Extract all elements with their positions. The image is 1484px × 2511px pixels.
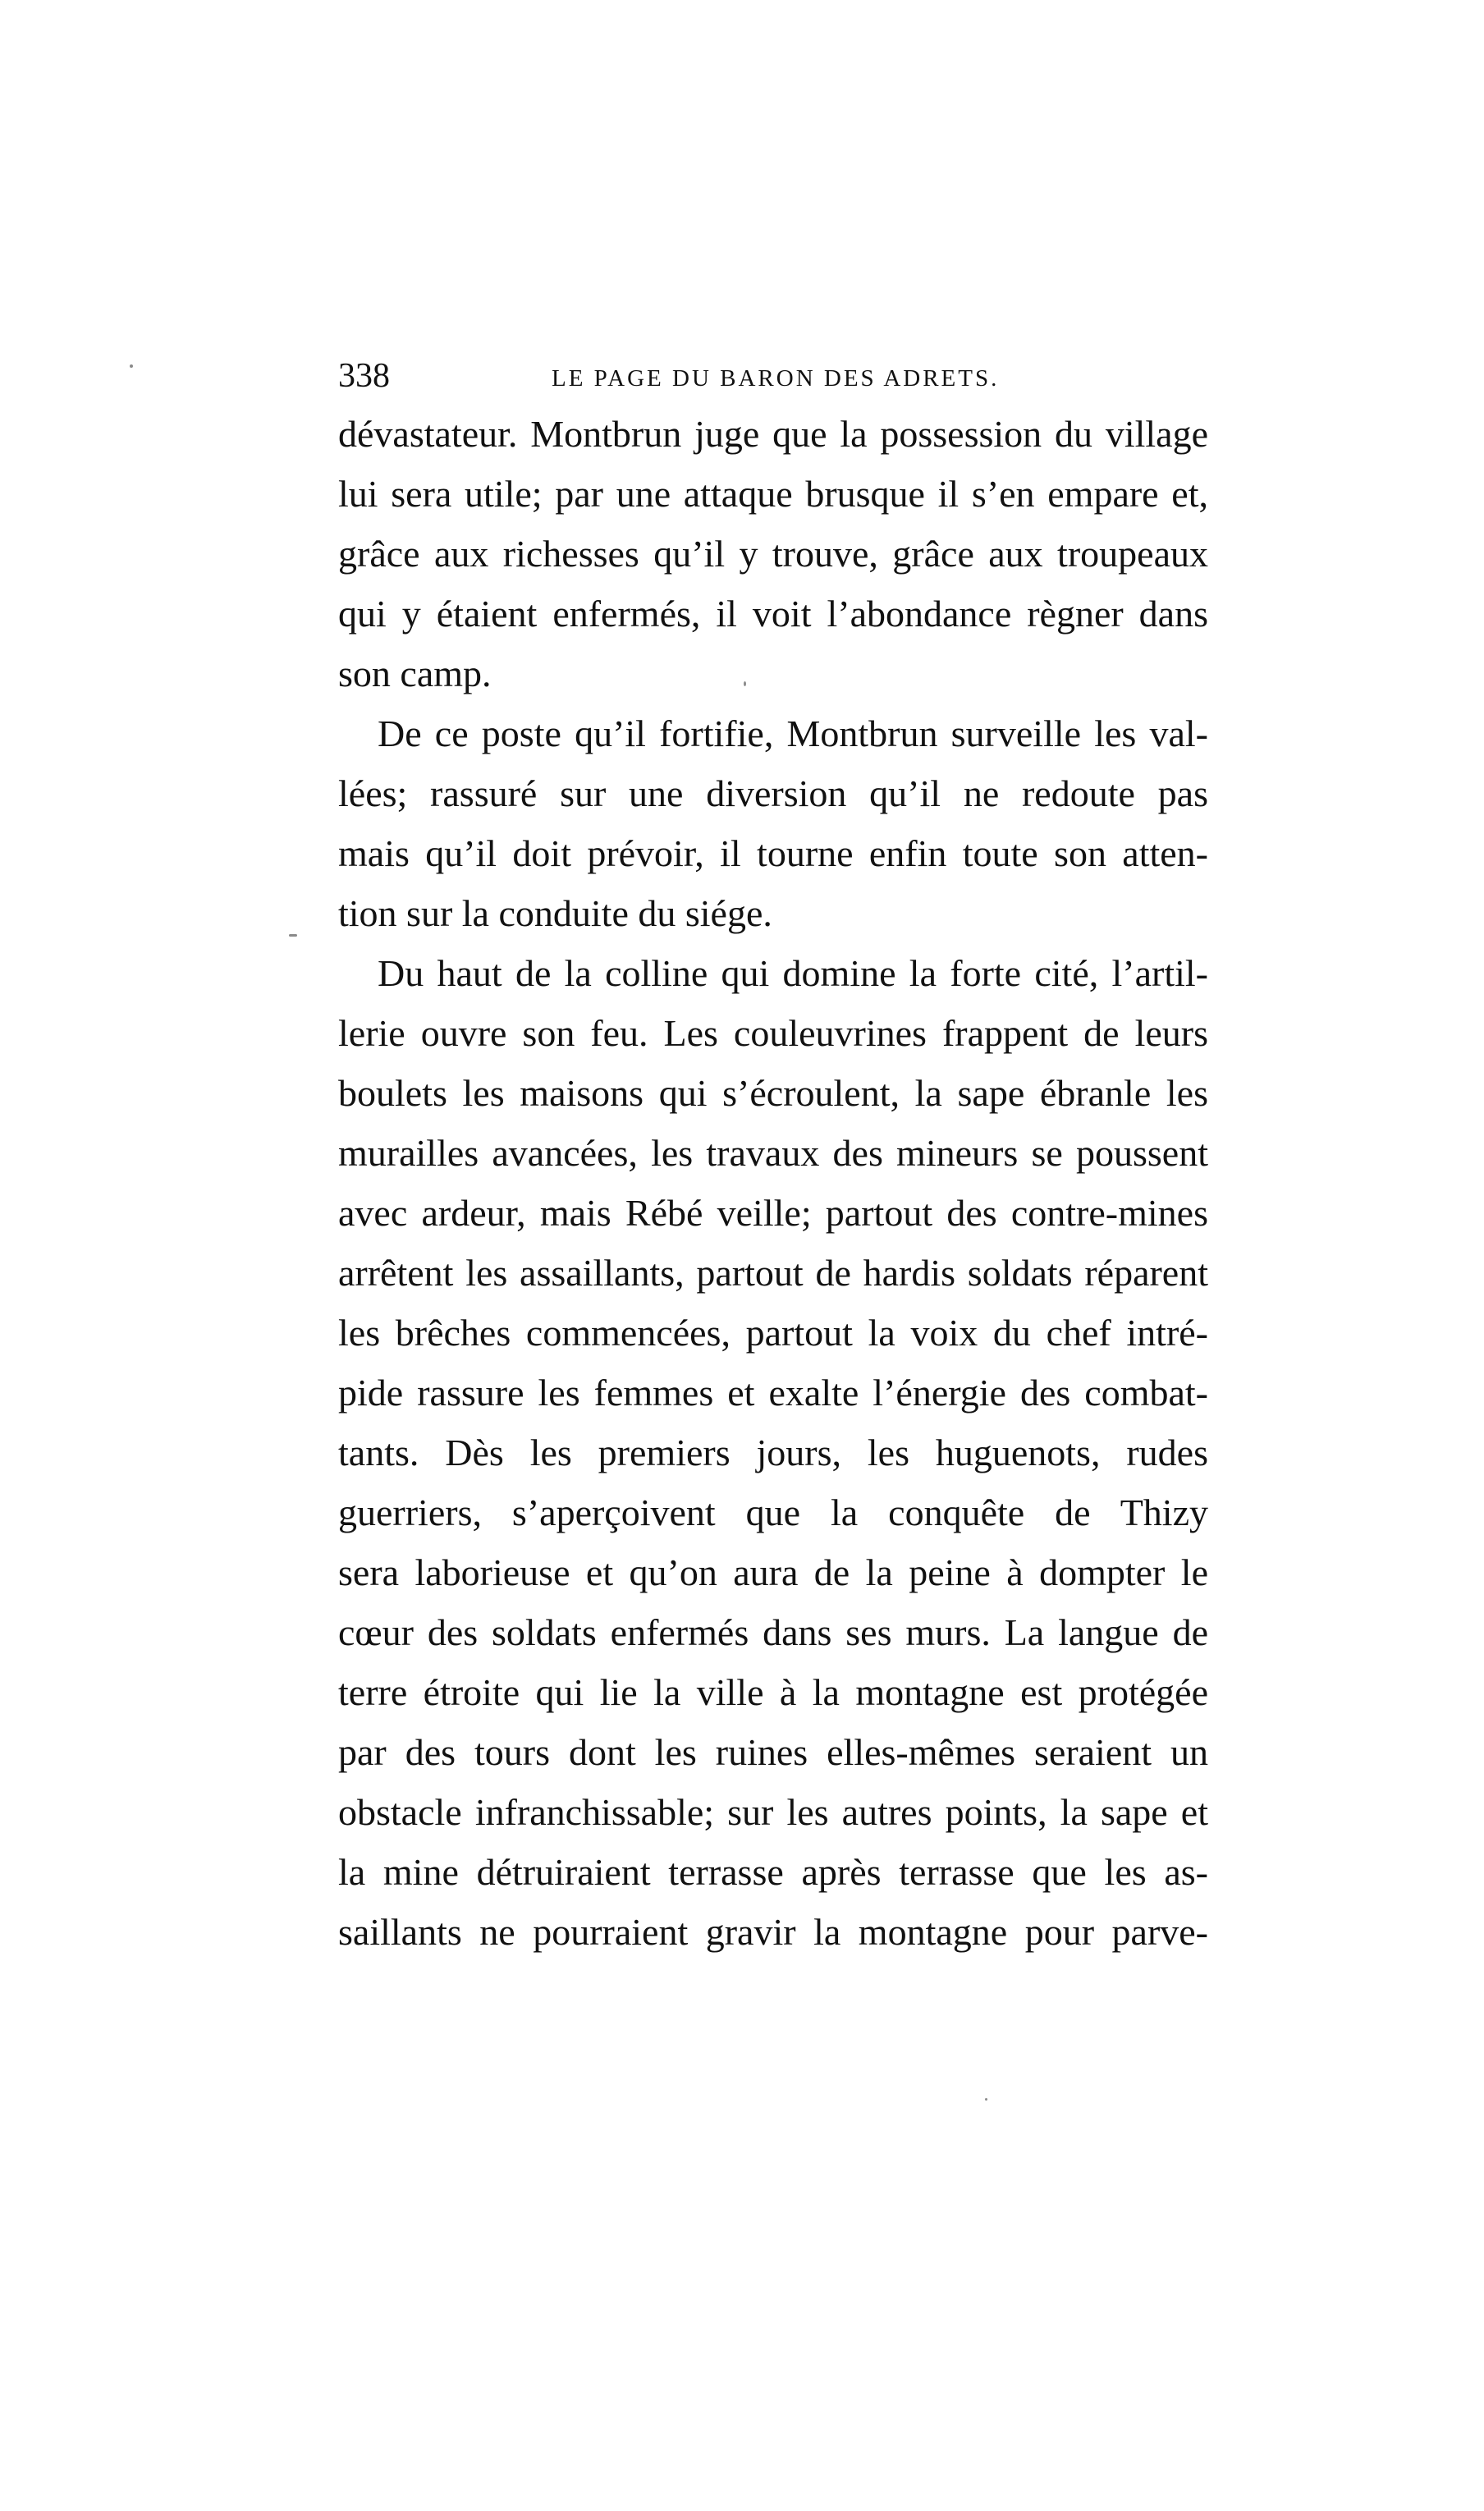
- text-line: saillants ne pourraient gravir la montagne pour parve-: [338, 1911, 1208, 1953]
- text-line: mais qu’il doit prévoir, il tourne enfin toute son atten-: [338, 832, 1208, 874]
- text-line: arrêtent les assaillants, partout de hardis soldats réparent: [338, 1252, 1208, 1294]
- running-title: LE PAGE DU BARON DES ADRETS.: [552, 365, 1000, 392]
- text-line: les brêches commencées, partout la voix du chef intré-: [338, 1312, 1208, 1354]
- text-line: cœur des soldats enfermés dans ses murs. La langue de: [338, 1611, 1208, 1653]
- running-head: [338, 351, 1192, 401]
- scan-speck: [744, 681, 746, 686]
- text-line: guerriers, s’aperçoivent que la conquête de Thizy: [338, 1491, 1208, 1533]
- text-line: par des tours dont les ruines elles-mêmes seraient un: [338, 1731, 1208, 1773]
- text-line: De ce poste qu’il fortifie, Montbrun surveille les val-: [378, 713, 1208, 754]
- text-line: lées; rassuré sur une diversion qu’il ne redoute pas: [338, 772, 1208, 814]
- text-line: son camp.: [338, 653, 492, 694]
- text-line: dévastateur. Montbrun juge que la possession du village: [338, 413, 1208, 455]
- body-text: [338, 404, 1208, 1962]
- scan-speck: [985, 2098, 987, 2101]
- text-line: obstacle infranchissable; sur les autres points, la sape et: [338, 1791, 1208, 1833]
- text-line: lui sera utile; par une attaque brusque il s’en empare et,: [338, 473, 1208, 515]
- text-line: murailles avancées, les travaux des mineurs se poussent: [338, 1132, 1208, 1174]
- page-number: 338: [338, 357, 390, 395]
- text-line: Du haut de la colline qui domine la forte cité, l’artil-: [378, 952, 1208, 994]
- text-line: sera laborieuse et qu’on aura de la peine à dompter le: [338, 1551, 1208, 1593]
- text-line: qui y étaient enfermés, il voit l’abondance règner dans: [338, 593, 1208, 635]
- text-line: avec ardeur, mais Rébé veille; partout des contre-mines: [338, 1192, 1208, 1234]
- text-line: tion sur la conduite du siége.: [338, 892, 772, 934]
- text-line: tants. Dès les premiers jours, les huguenots, rudes: [338, 1432, 1208, 1473]
- text-line: terre étroite qui lie la ville à la montagne est protégée: [338, 1671, 1208, 1713]
- text-line: boulets les maisons qui s’écroulent, la sape ébranle les: [338, 1072, 1208, 1114]
- text-line: pide rassure les femmes et exalte l’énergie des combat-: [338, 1372, 1208, 1414]
- text-line: grâce aux richesses qu’il y trouve, grâce aux troupeaux: [338, 533, 1208, 575]
- scan-speck: [289, 934, 297, 937]
- text-line: lerie ouvre son feu. Les couleuvrines frappent de leurs: [338, 1012, 1208, 1054]
- scan-speck: [130, 364, 133, 368]
- text-line: la mine détruiraient terrasse après terrasse que les as-: [338, 1851, 1208, 1893]
